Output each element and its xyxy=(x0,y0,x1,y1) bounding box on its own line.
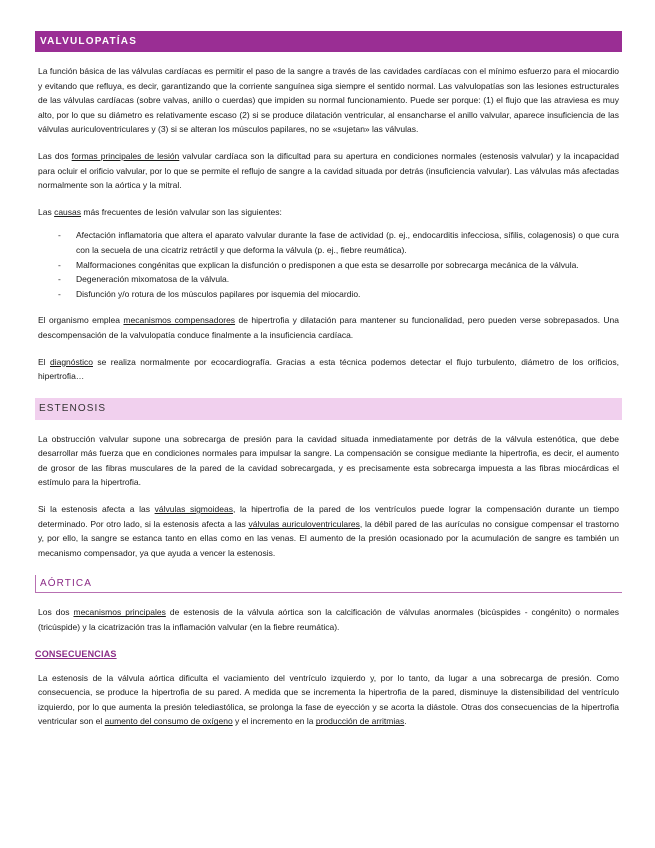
arritmias-term: producción de arritmias xyxy=(315,716,405,727)
list-item: - Disfunción y/o rotura de los músculos papilares por isquemia del miocardio. xyxy=(38,287,619,302)
mecanismos-paragraph: El organismo emplea mecanismos compensadores de hipertrofia y dilatación para mantener su funcionalidad, pero pueden verse sobrepasados. Una descompensación de la valvulopatía conduce finalmente a la insuficiencia cardíaca. xyxy=(38,315,619,340)
diagnostico-term: diagnóstico xyxy=(49,356,93,367)
estenosis-paragraph-2: Si la estenosis afecta a las válvulas sigmoideas, la hipertrofia de la pared de los ventrículos puede lograr la compensación durante un tiempo determinado. Por otro lado, si la estenosis afecta a las válvulas auriculoventriculares, la débil pared de las aurículas no consigue compensar el trastorno y, por ello, la sangre se estanca tanto en ellas como en las venas. El aumento de la presión ocasionado por la acumulación de sangre es también un mecanismo compensador, ya que ayuda a vencer la estenosis. xyxy=(38,504,620,558)
causas-term: causas xyxy=(54,206,82,217)
aortica-paragraph-1: Los dos mecanismos principales de estenosis de la válvula aórtica son la calcificación de válvulas anormales (bicúspides - congénito) o normales (tricúspide) y la cicatrización tras la inflamación valvular (en la fiebre reumática). xyxy=(38,607,619,633)
subheading-consecuencias: CONSECUENCIAS xyxy=(35,648,117,659)
section-heading-valvulopatias: VALVULOPATÍAS xyxy=(35,31,622,52)
intro-paragraph: La función básica de las válvulas cardíacas es permitir el paso de la sangre a través de las cavidades cardíacas con el mínimo esfuerzo para el miocardio y evitando que refluya, es decir, garantizando que la corriente sanguínea siga siempre el sentido normal. Las valvulopatías son las lesiones estructurales de las válvulas cardíacas (sobre valvas, anillo o cuerdas) que impiden su normal funcionamiento. Puede ser porque: (1) el flujo que las atraviesa es muy alto, por lo que su diámetro es relativamente escaso (2) si se produce dilatación ventricular, al ensancharse el anillo valvular, aparece insuficiencia de las válvulas auriculoventriculares y (3) si se alteran los músculos papilares, no se «sujetan» las válvulas. xyxy=(38,66,619,135)
document-page xyxy=(35,31,622,729)
section-heading-estenosis: ESTENOSIS xyxy=(35,398,622,420)
consumo-oxigeno-term: aumento del consumo de oxígeno xyxy=(104,716,233,727)
auriculoventriculares-term: válvulas auriculoventriculares xyxy=(248,518,360,529)
formas-paragraph: Las dos formas principales de lesión valvular cardíaca son la dificultad para su apertura en condiciones normales (estenosis valvular) y la incapacidad para ocluir el orificio valvular, por lo que se permite el reflujo de sangre a la cavidad situada por detrás (insuficiencia valvular). Las válvulas más afectadas normalmente son la aórtica y la mitral. xyxy=(38,150,620,191)
list-item: - Degeneración mixomatosa de la válvula. xyxy=(38,272,619,287)
list-item: - Malformaciones congénitas que explican la disfunción o predisponen a que esta se desarrolle por sobrecarga mecánica de la válvula. xyxy=(38,258,619,273)
list-item: - Afectación inflamatoria que altera el aparato valvular durante la fase de actividad (p. ej., endocarditis infecciosa, sífilis, colagenosis) o que cura con la secuela de una cicatriz retráctil y que deforma la válvula (p. ej., fiebre reumática). xyxy=(38,228,619,257)
causas-paragraph: Las causas más frecuentes de lesión valvular son las siguientes: xyxy=(38,206,282,217)
section-heading-aortica: AÓRTICA xyxy=(35,575,622,593)
formas-term: formas principales de lesión xyxy=(71,150,180,161)
mecanismos-principales-term: mecanismos principales xyxy=(73,607,166,618)
diagnostico-paragraph: El diagnóstico se realiza normalmente por ecocardiografía. Gracias a esta técnica podemos detectar el flujo turbulento, diámetro de los orificios, hipertrofia… xyxy=(38,356,620,382)
sigmoideas-term: válvulas sigmoideas xyxy=(154,504,233,515)
causas-list xyxy=(38,228,619,301)
aortica-paragraph-2: La estenosis de la válvula aórtica dificulta el vaciamiento del ventrículo izquierdo y, por lo tanto, da lugar a una sobrecarga de presión. Como consecuencia, se produce la hipertrofia de su pared. A medida que se incrementa la hipertrofia de la pared, disminuye la distensibilidad del ventrículo izquierdo, por lo que aumenta la presión telediastólica, se prolonga la fase de eyección y se acorta la diástole. Otras dos consecuencias de la hipertrofia ventricular son el aumento del consumo de oxígeno y el incremento en la producción de arritmias. xyxy=(38,672,619,727)
estenosis-paragraph-1: La obstrucción valvular supone una sobrecarga de presión para la cavidad situada inmediatamente por detrás de la válvula estenótica, que debe desarrollar más fuerza que en condiciones normales para impulsar la sangre. La compensación se consigue mediante la hipertrofia, es decir, el aumento de grosor de las fibras musculares de la pared de la cavidad sobrecargada, y es precisamente esta sobrecarga impuesta a las fibras miocárdicas el estímulo para la hipertrofia. xyxy=(38,433,619,488)
mecanismos-term: mecanismos compensadores xyxy=(123,315,236,326)
